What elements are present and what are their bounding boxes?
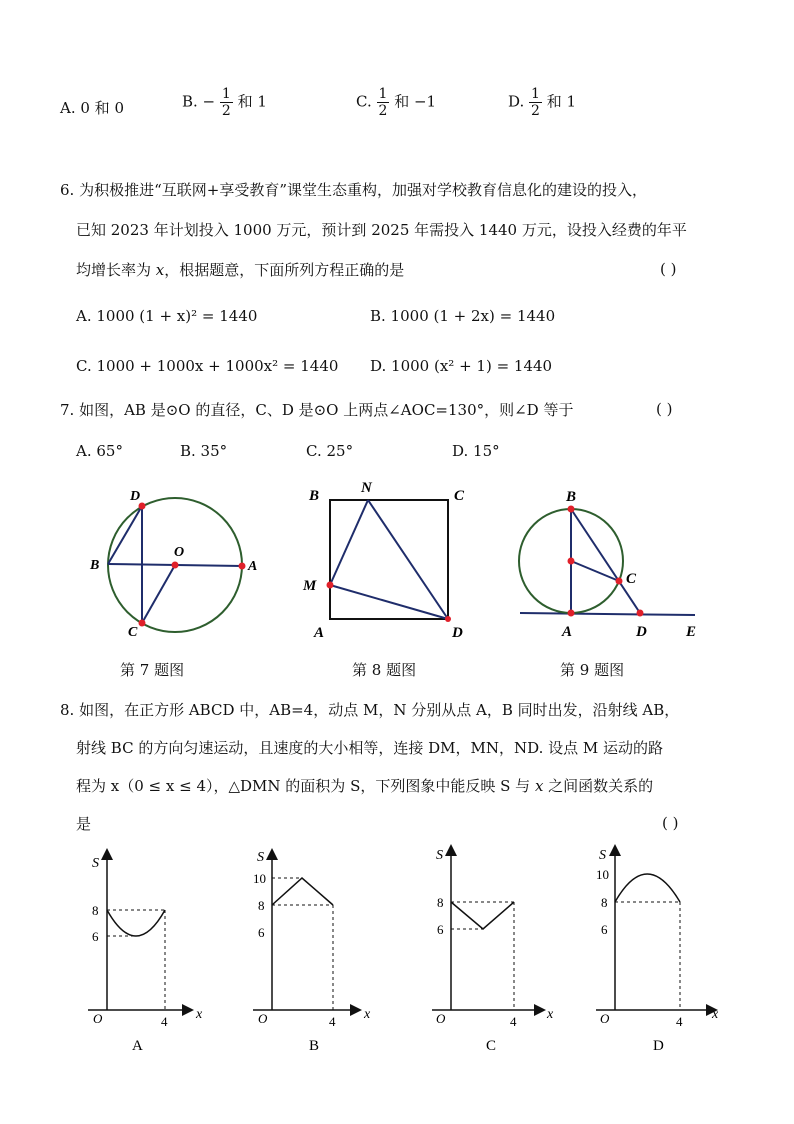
q6-var: x bbox=[155, 261, 165, 279]
figure-7 bbox=[89, 489, 257, 640]
q7-option-c: C. 25° bbox=[306, 442, 354, 460]
geometry-figures bbox=[0, 470, 794, 650]
graph-b bbox=[253, 850, 371, 1054]
q5-option-b bbox=[182, 86, 267, 119]
graph-b-tick-8: 8 bbox=[258, 898, 265, 913]
graph-a bbox=[88, 854, 203, 1054]
figure-9 bbox=[519, 489, 696, 640]
fig7-caption: 第 7 题图 bbox=[120, 661, 185, 679]
graph-a-tick-6: 6 bbox=[92, 929, 99, 944]
q7-option-b: B. 35° bbox=[180, 442, 228, 460]
q5-d-suffix: 和 1 bbox=[546, 92, 577, 111]
fig8-point-m bbox=[327, 582, 334, 589]
q8-line3-var: x bbox=[534, 777, 544, 795]
q6-line3 bbox=[76, 260, 404, 280]
fig7-label-d: D bbox=[130, 489, 141, 504]
fig9-label-d: D bbox=[636, 624, 647, 640]
q5-b-prefix: B. − bbox=[182, 92, 216, 111]
q5-b-fraction bbox=[220, 86, 233, 119]
fig9-label-c: C bbox=[626, 571, 637, 587]
graph-d-ylabel: S bbox=[599, 848, 606, 863]
q6-line3-pre: 均增长率为 bbox=[76, 261, 156, 279]
fig8-label-n: N bbox=[361, 480, 372, 496]
q7-answer-paren[interactable]: ( ) bbox=[656, 400, 673, 418]
graph-d-tick-8: 8 bbox=[601, 895, 608, 910]
graph-b-origin: O bbox=[258, 1011, 268, 1026]
q6-line2: 已知 2023 年计划投入 1000 万元，预计到 2025 年需投入 1440 万元，设投入经费的年平 bbox=[76, 221, 687, 239]
q7-option-a: A. 65° bbox=[76, 442, 123, 460]
q8-line4: 是 bbox=[76, 815, 92, 833]
graph-b-tick-x4: 4 bbox=[329, 1014, 336, 1029]
q5-b-den: 2 bbox=[221, 103, 231, 119]
q5-d-den: 2 bbox=[531, 103, 540, 119]
fig9-tangent-line bbox=[520, 613, 695, 615]
graph-c-ylabel: S bbox=[436, 848, 443, 863]
fig9-point-c bbox=[616, 578, 623, 585]
q5-c-prefix: C. bbox=[356, 92, 372, 111]
graph-a-label: A bbox=[132, 1038, 143, 1054]
q8-line1: 8. 如图，在正方形 ABCD 中，AB=4，动点 M，N 分别从点 A，B 同时出发，沿射线 AB， bbox=[60, 701, 680, 719]
fig7-point-a bbox=[239, 563, 246, 570]
graph-b-xlabel: x bbox=[364, 1007, 371, 1022]
graph-c-tick-x4: 4 bbox=[510, 1014, 517, 1029]
q5-d-num: 1 bbox=[531, 86, 540, 102]
graph-c-xlabel: x bbox=[547, 1007, 554, 1022]
q6-line3-post: ，根据题意，下面所列方程正确的是 bbox=[164, 261, 405, 279]
q6-option-b: B. 1000 (1 + 2x) = 1440 bbox=[370, 307, 556, 325]
q7-option-d: D. 15° bbox=[452, 442, 500, 460]
fig8-label-a: A bbox=[314, 625, 325, 641]
fig8-segment-nm bbox=[330, 500, 368, 585]
q5-c-fraction bbox=[377, 86, 390, 119]
q7-line1: 7. 如图，AB 是⊙O 的直径，C、D 是⊙O 上两点∠AOC=130°，则∠D 等于 bbox=[60, 401, 574, 419]
graph-b-tick-10: 10 bbox=[253, 871, 266, 886]
fig7-label-c: C bbox=[128, 625, 138, 640]
graph-d-xlabel: x bbox=[712, 1007, 719, 1022]
graph-b-tick-6: 6 bbox=[258, 925, 265, 940]
fig8-label-c: C bbox=[454, 488, 465, 504]
graph-a-curve bbox=[107, 910, 165, 936]
graph-b-curve bbox=[272, 878, 333, 905]
fig9-line-bd bbox=[571, 509, 640, 613]
graph-c-tick-6: 6 bbox=[437, 922, 444, 937]
q6-option-c: C. 1000 + 1000x + 1000x² = 1440 bbox=[76, 357, 339, 375]
q5-c-den: 2 bbox=[378, 103, 388, 119]
graph-c-origin: O bbox=[436, 1011, 446, 1026]
fig9-point-d bbox=[637, 610, 644, 617]
fig7-point-c bbox=[139, 620, 146, 627]
fig9-point-o bbox=[568, 558, 575, 565]
figure-8 bbox=[302, 480, 465, 641]
graph-a-xlabel: x bbox=[196, 1007, 203, 1022]
q8-line3-post: 之间函数关系的 bbox=[543, 777, 654, 795]
fig8-segment-nd bbox=[368, 500, 448, 619]
graph-a-tick-8: 8 bbox=[92, 903, 99, 918]
q8-line2: 射线 BC 的方向匀速运动，且速度的大小相等，连接 DM，MN，ND. 设点 M 运动的路 bbox=[76, 739, 664, 757]
graph-d-tick-6: 6 bbox=[601, 922, 608, 937]
graph-d-curve bbox=[615, 874, 680, 902]
fig8-label-b: B bbox=[309, 488, 320, 504]
fig7-point-o bbox=[172, 562, 179, 569]
fig8-label-m: M bbox=[303, 578, 317, 594]
fig7-label-a: A bbox=[248, 559, 258, 574]
graph-d-label: D bbox=[653, 1038, 664, 1054]
graph-d-tick-x4: 4 bbox=[676, 1014, 683, 1029]
fig9-point-b bbox=[568, 506, 575, 513]
graph-a-ylabel: S bbox=[92, 856, 99, 871]
q6-answer-paren[interactable]: ( ) bbox=[660, 260, 677, 278]
graph-b-label: B bbox=[309, 1038, 320, 1054]
graph-a-origin: O bbox=[93, 1011, 103, 1026]
q5-option-c bbox=[356, 86, 436, 119]
q8-line3-mid: x（0 ≤ x ≤ 4），△DMN 的面积为 S，下列图象中能反映 S 与 bbox=[110, 777, 535, 795]
q6-line1: 6. 为积极推进“互联网+享受教育”课堂生态重构，加强对学校教育信息化的建设的投入， bbox=[60, 181, 647, 199]
fig8-caption: 第 8 题图 bbox=[352, 661, 417, 679]
graph-c-label: C bbox=[486, 1038, 497, 1054]
fig7-label-o: O bbox=[174, 545, 185, 560]
fig8-segment-md bbox=[330, 585, 448, 619]
q6-option-a: A. 1000 (1 + x)² = 1440 bbox=[76, 307, 258, 325]
fig9-caption: 第 9 题图 bbox=[560, 661, 625, 679]
q8-line3 bbox=[76, 776, 653, 796]
q5-d-prefix: D. bbox=[508, 92, 525, 111]
q5-c-suffix: 和 −1 bbox=[394, 92, 437, 111]
fig8-label-d: D bbox=[452, 625, 463, 641]
fig9-label-a: A bbox=[562, 624, 573, 640]
q5-option-d bbox=[508, 86, 576, 119]
fig7-label-b: B bbox=[90, 558, 100, 573]
q8-line3-pre: 程为 bbox=[76, 777, 111, 795]
q5-b-num: 1 bbox=[221, 86, 231, 102]
q6-option-d: D. 1000 (x² + 1) = 1440 bbox=[370, 357, 553, 375]
q8-answer-paren[interactable]: ( ) bbox=[662, 814, 679, 832]
q5-d-fraction bbox=[529, 86, 542, 119]
q8-graphs bbox=[0, 840, 794, 1070]
fig9-label-e: E bbox=[686, 624, 697, 640]
graph-d bbox=[596, 848, 719, 1054]
fig9-label-b: B bbox=[566, 489, 577, 505]
q5-option-a: A. 0 和 0 bbox=[60, 99, 124, 117]
graph-a-tick-x4: 4 bbox=[161, 1014, 168, 1029]
graph-b-ylabel: S bbox=[257, 850, 264, 865]
q5-b-suffix: 和 1 bbox=[237, 92, 267, 111]
graph-c-tick-8: 8 bbox=[437, 895, 444, 910]
fig8-point-d bbox=[445, 616, 451, 622]
graph-c bbox=[432, 848, 554, 1054]
fig9-point-a bbox=[568, 610, 575, 617]
graph-d-origin: O bbox=[600, 1011, 610, 1026]
q5-c-num: 1 bbox=[378, 86, 388, 102]
fig7-radius-oc bbox=[142, 565, 175, 623]
graph-d-tick-10: 10 bbox=[596, 867, 609, 882]
graph-c-curve bbox=[451, 902, 514, 929]
fig7-chord-bd bbox=[108, 506, 142, 564]
